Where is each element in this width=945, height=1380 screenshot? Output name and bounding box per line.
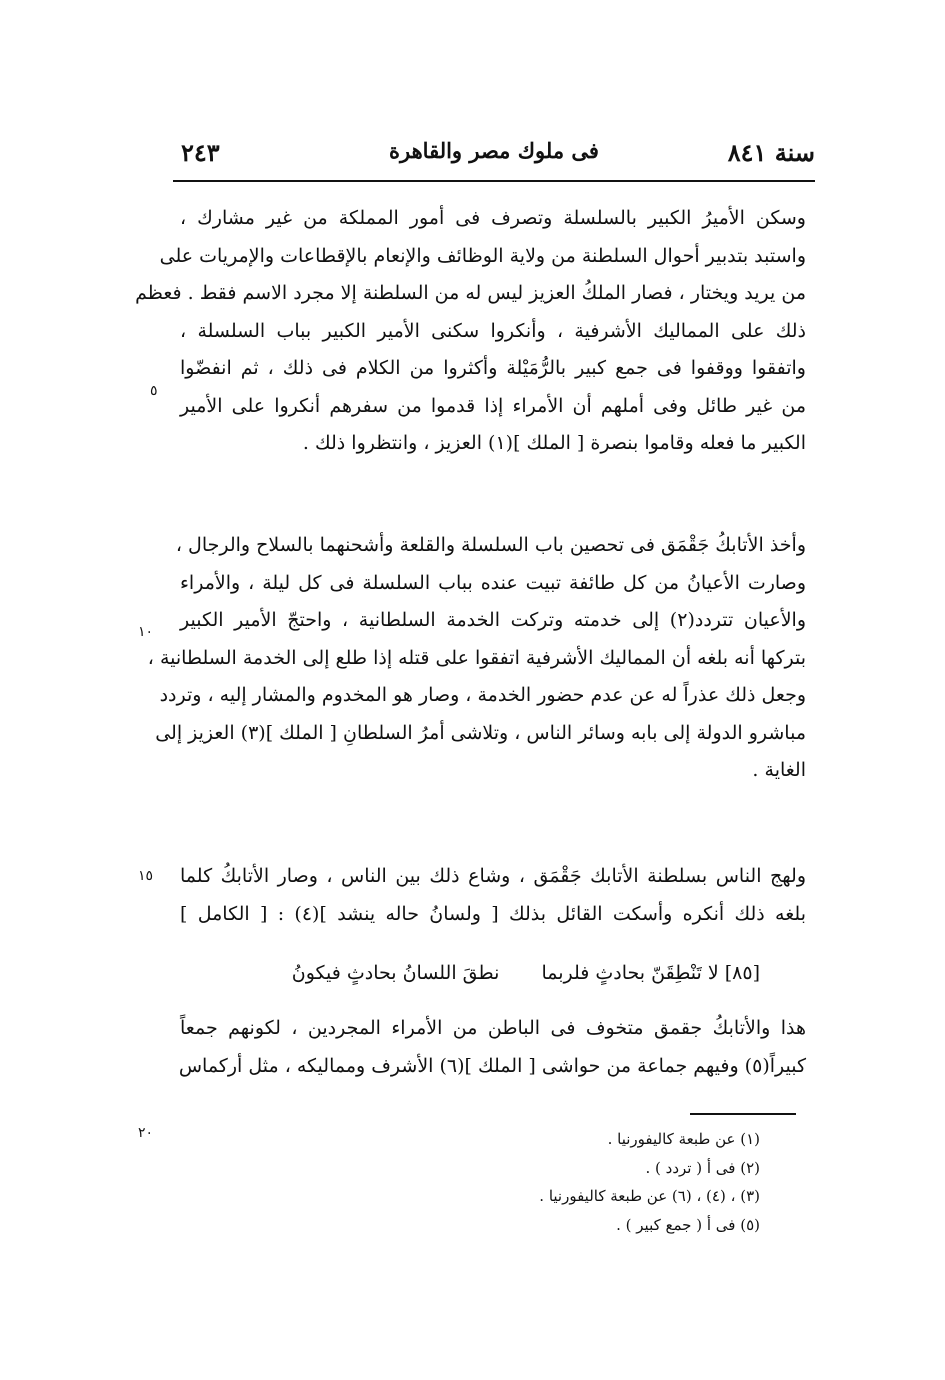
text-line: من يريد ويختار ، فصار الملكُ العزيز ليس له من السلطنة إلا مجرد الاسم فقط . فعظم bbox=[135, 282, 806, 304]
page-header bbox=[173, 138, 815, 178]
paragraph-4 bbox=[180, 1010, 806, 1085]
verse-number: [٨٥] bbox=[724, 962, 760, 984]
line-number-10: ١٠ bbox=[138, 624, 154, 640]
text-line: والأعيان تتردد(٢) إلى خدمته وتركت الخدمة السلطانية ، واحتجّ الأمير الكبير bbox=[180, 609, 807, 631]
text-line: هذا والأتابكُ جقمق متخوف فى الباطن من الأمراء المجردين ، لكونهم جمعاً bbox=[180, 1017, 806, 1039]
text-line: وصارت الأعيانُ من كل طائفة تبيت عنده بباب السلسلة فى كل ليلة ، والأمراء bbox=[180, 571, 806, 594]
header-year: سنة ٨٤١ bbox=[727, 138, 815, 167]
line-number-5: ٥ bbox=[150, 383, 158, 399]
footnotes bbox=[539, 1125, 760, 1239]
footnote: (١) عن طبعة كاليفورنيا . bbox=[607, 1130, 760, 1148]
text-line: الغاية . bbox=[752, 759, 806, 781]
paragraph-2 bbox=[147, 527, 807, 790]
text-line: كبيراً(٥) وفيهم جماعة من حواشى [ الملك ](٦) الأشرف ومماليكه ، مثل أركماس bbox=[178, 1054, 806, 1077]
footnote: (٣) ، (٤) ، (٦) عن طبعة كاليفورنيا . bbox=[539, 1187, 760, 1205]
verse-second-hemistich: نطقَ اللسانُ بحادثٍ فيكونُ bbox=[291, 962, 500, 984]
text-line: ذلك على المماليك الأشرفية ، وأنكروا سكنى الأمير الكبير بباب السلسلة ، bbox=[180, 319, 806, 342]
footnote-rule bbox=[690, 1113, 796, 1115]
footnote: (٢) فى أ ( تردد ) . bbox=[645, 1158, 760, 1177]
text-line: مباشرو الدولة إلى بابه وسائر الناس ، وتلاشى أمرُ السلطانِ [ الملك ](٣) العزيز إلى bbox=[155, 721, 806, 744]
text-line: وجعل ذلك عذراً له عن عدم حضور الخدمة ، وصار هو المخدوم والمشار إليه ، وتردد bbox=[159, 684, 806, 706]
text-line: واتفقوا ووقفوا فى جمع كبير بالرُّمَيْلة وأكثروا من الكلام فى ذلك ، ثم انفضّوا bbox=[180, 357, 806, 379]
line-number-20: ٢٠ bbox=[138, 1125, 154, 1141]
text-line: ولهج الناس بسلطنة الأتابك جَقْمَق ، وشاع ذلك بين الناس ، وصار الأتابكُ كلما bbox=[180, 865, 806, 887]
text-line: بلغه ذلك أنكره وأسكت القائل بذلك [ ولسانُ حاله ينشد ](٤) : [ الكامل ] bbox=[180, 902, 806, 925]
line-number-15: ١٥ bbox=[138, 868, 154, 884]
text-line: واستبد بتدبير أحوال السلطنة من ولاية الوظائف والإنعام بالإقطاعات والإمريات على bbox=[159, 244, 806, 267]
text-line: وأخذ الأتابكُ جَقْمَق فى تحصين باب السلسلة والقلعة وأشحنهما بالسلاح والرجال ، bbox=[175, 534, 806, 556]
text-line: من غير طائل وفى أملهم أن الأمراء إذا قدموا من سفرهم أنكروا على الأمير bbox=[180, 394, 806, 417]
paragraph-3 bbox=[180, 858, 806, 933]
header-title: فى ملوك مصر والقاهرة bbox=[389, 138, 599, 163]
page-number: ٢٤٣ bbox=[181, 138, 220, 167]
text-line: وسكن الأميرُ الكبير بالسلسلة وتصرف فى أمور المملكة من غير مشارك ، bbox=[180, 207, 806, 229]
header-rule bbox=[173, 180, 815, 182]
text-line: الكبير ما فعله وقاموا بنصرة [ الملك ](١) العزيز ، وانتظروا ذلك . bbox=[302, 432, 806, 454]
verse-first-hemistich: لا تَنْطِقَنّ بحادثٍ فلربما bbox=[541, 962, 719, 984]
poetry-verse bbox=[230, 962, 760, 984]
footnote: (٥) فى أ ( جمع كبير ) . bbox=[616, 1215, 760, 1234]
text-line: بتركها أنه بلغه أن المماليك الأشرفية اتفقوا على قتله إذا طلع إلى الخدمة السلطانية ، bbox=[147, 646, 806, 669]
paragraph-1 bbox=[135, 200, 806, 463]
